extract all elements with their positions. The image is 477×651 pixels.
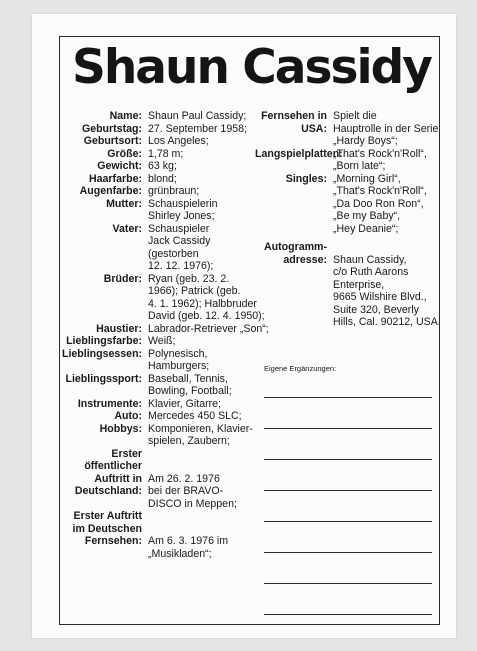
fact-value-line: Mercedes 450 SLC; [148,410,242,422]
fact-label [62,323,148,336]
fact-label-line: Augenfarbe: [79,185,142,197]
fact-value [148,373,267,398]
fact-value-line: Ryan (geb. 23. 2. [148,272,230,285]
fact-row [255,148,440,173]
fact-value [148,335,267,348]
fact-label [62,423,148,448]
fact-value-line: Polynesisch, [148,347,208,360]
fact-value-line: Shaun Cassidy, [333,253,407,266]
fact-value-line: Am 26. 2. 1976 [148,472,220,485]
fact-value-line [333,241,441,254]
fact-value-line: „Hardy Boys“; [333,135,398,147]
fact-label-line: Singles: [285,172,327,185]
notes-section [264,364,436,615]
fact-value-line: 63 kg; [148,160,177,172]
fact-label-line: Hobbys: [99,422,142,435]
fact-value [148,223,267,273]
fact-row [62,273,267,323]
fact-value-line: Schauspielerin [148,197,218,210]
fact-label [255,147,343,173]
fact-value-line: Weiß; [148,335,176,347]
fact-value [148,398,267,411]
fact-label [62,398,148,411]
fact-row [255,241,440,329]
fact-label [62,123,148,136]
fact-row [62,510,267,560]
fact-value-line: Jack Cassidy [148,235,211,247]
fact-row [62,398,267,411]
fact-value [148,423,267,448]
fact-value-line: Suite 320, Beverly [333,303,419,316]
fact-value [148,148,267,161]
fact-label-line: Deutschland: [74,485,142,497]
fact-value-line: „Morning Girl“, [333,172,401,185]
right-fact-column [255,110,440,329]
fact-label-line: Geburtsort: [83,135,142,147]
fact-value-line: Klavier, Gitarre; [148,397,222,410]
fact-value [333,241,441,329]
fact-label-line: Instrumente: [77,397,142,410]
fact-value-line: DISCO in Meppen; [148,497,237,510]
fact-row [62,110,267,123]
fact-value [148,198,267,223]
fact-value [148,448,267,511]
fact-value [148,185,267,198]
fact-label-line: Fernsehen in USA: [261,110,327,135]
fact-label [62,148,148,161]
fact-value-line: Enterprise, [333,278,385,291]
fact-value-line: 1966); Patrick (geb. [148,285,241,297]
fact-label [62,223,148,273]
fact-value-line: Komponieren, Klavier- [148,422,253,435]
fact-label [62,373,148,398]
fact-value-line: „Born late“; [333,160,386,172]
fact-value [148,273,267,323]
fact-value [148,160,267,173]
fact-value-line [148,460,267,473]
fact-label [62,198,148,223]
fact-label-line: Gewicht: [97,160,142,172]
notes-writing-line [264,614,432,615]
fact-value-line: grünbraun; [148,185,200,197]
fact-value-line: 1,78 m; [148,147,184,160]
fact-value-line: Shirley Jones; [148,210,215,222]
fact-label [62,185,148,198]
fact-value-line: Schauspieler [148,222,210,235]
fact-value-line: 27. September 1958; [148,122,247,135]
fact-value-line: David (geb. 12. 4. 1950); [148,310,265,322]
page-title: Shaun Cassidy [72,40,431,95]
fact-value-line [148,523,267,536]
fact-label-line: Lieblingsfarbe: [66,335,142,347]
notes-writing-line [264,490,432,491]
fact-value-line: Labrador-Retriever „Son“; [148,322,269,335]
fact-label-line: Erster öffentlicher [84,447,142,472]
fact-row [62,410,267,423]
fact-value-line: spielen, Zaubern; [148,435,230,447]
fact-row [62,373,267,398]
fact-label [255,241,333,329]
fact-label-line: Haarfarbe: [89,172,142,185]
notes-writing-line [264,397,432,398]
notes-writing-line [264,428,432,429]
fact-value-line: „Musikladen“; [148,547,212,560]
fact-value-line: (gestorben [148,247,199,260]
fact-row [62,335,267,348]
fact-value [148,123,267,136]
fact-row [62,323,267,336]
fact-label-line: Langspielplatten: [255,147,343,160]
fact-label [62,135,148,148]
fact-row [62,173,267,186]
fact-value [148,110,267,123]
fact-label-line: Erster Auftritt [73,510,142,522]
fact-row [62,423,267,448]
fact-value [333,148,440,173]
fact-value-line: „That's Rock'n'Roll“, [333,147,427,160]
notes-lines [264,397,436,615]
fact-label-line: im Deutschen [72,522,142,535]
fact-value [148,410,267,423]
fact-row [255,173,440,236]
fact-row [62,123,267,136]
fact-row [62,348,267,373]
fact-value [148,323,269,336]
fact-label [62,410,148,423]
fact-value-line: blond; [148,172,177,185]
fact-value-line: 4. 1. 1962); Halbbruder [148,297,257,310]
fact-row [62,185,267,198]
fact-label [255,173,333,236]
fact-value [148,348,267,373]
fact-value-line: Shaun Paul Cassidy; [148,110,247,122]
notes-writing-line [264,583,432,584]
fact-value-line: Baseball, Tennis, [148,372,228,385]
notes-writing-line [264,459,432,460]
notes-writing-line [264,521,432,522]
notes-writing-line [264,552,432,553]
fact-row [62,448,267,511]
fact-label-line: Mutter: [106,197,142,210]
fact-value [333,173,440,236]
fact-label-line: Name: [109,110,142,122]
fact-value-line: Bowling, Football; [148,385,232,397]
fact-label [62,448,148,511]
fact-label-line: Auftritt in [94,472,142,485]
fact-label [62,110,148,123]
fact-value-line: Hamburgers; [148,360,210,372]
fact-value-line [148,448,267,461]
fact-value-line: Hills, Cal. 90212, USA. [333,316,441,328]
fact-value-line: Hauptrolle in der Serie [333,122,439,135]
fact-label-line: Haustier: [96,322,142,335]
fact-label [62,273,148,323]
fact-row [62,223,267,273]
fact-label-line: Lieblingssport: [65,372,142,385]
fact-value-line: „That's Rock'n'Roll“, [333,185,427,197]
fact-value-line: Am 6. 3. 1976 im [148,535,229,547]
fact-label-line: Geburtstag: [81,122,142,135]
fact-label-line: Auto: [114,410,142,422]
fact-label-line: Brüder: [103,272,142,285]
fact-label-line: Lieblingsessen: [62,347,143,360]
fact-value-line: Spielt die [333,110,377,122]
fact-label-line: Fernsehen: [84,535,142,547]
fact-value-line: c/o Ruth Aarons [333,266,409,278]
fact-value-line: Los Angeles; [148,135,209,147]
fact-value-line: „Be my Baby“, [333,210,401,222]
fact-row [255,110,440,148]
fact-row [62,198,267,223]
fact-value [148,510,267,560]
fact-label-line: Autogramm- [264,241,327,253]
fact-label [62,348,148,373]
fact-label-line: Größe: [107,147,142,160]
fact-label [255,110,333,148]
fact-value [148,135,267,148]
fact-value [148,173,267,186]
fact-row [62,160,267,173]
fact-value-line: „Da Doo Ron Ron“, [333,197,424,210]
fact-label [62,160,148,173]
fact-value-line: bei der BRAVO- [148,485,224,497]
fact-label-line: Vater: [112,222,142,235]
fact-label [62,173,148,186]
fact-label [62,510,148,560]
fact-value [333,110,440,148]
fact-label [62,335,148,348]
fact-value-line: 9665 Wilshire Blvd., [333,291,427,303]
fact-label-line: adresse: [283,253,327,266]
fact-row [62,135,267,148]
fact-row [62,148,267,161]
left-fact-column [62,110,267,560]
fact-value-line: „Hey Deanie“; [333,222,399,235]
notes-label: Eigene Ergänzungen: [264,364,337,373]
fact-value-line: 12. 12. 1976); [148,260,214,272]
fact-value-line [148,510,267,523]
